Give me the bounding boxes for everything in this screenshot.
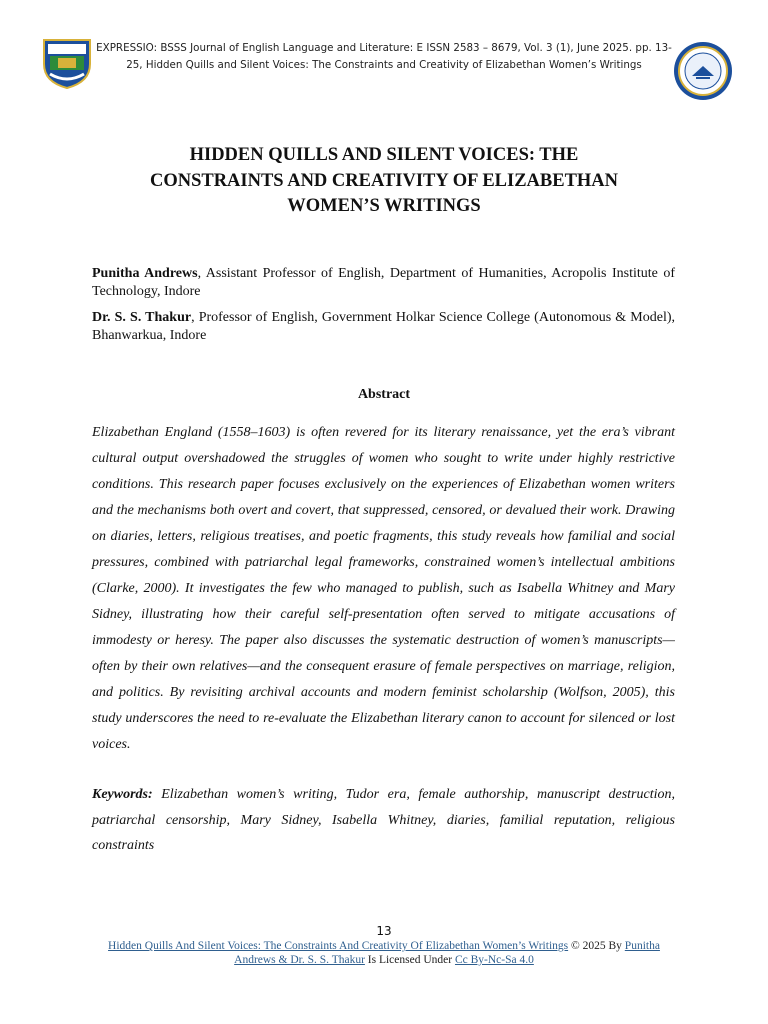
journal-citation-line2: 25, Hidden Quills and Silent Voices: The Constraints and Creativity of Elizabethan Women’s Writings [126, 59, 642, 71]
paper-title-line1: HIDDEN QUILLS AND SILENT VOICES: THE [189, 145, 579, 165]
abstract-heading: Abstract [357, 387, 411, 402]
footer-copyright: © 2025 By [568, 940, 625, 952]
journal-seal-logo [672, 40, 734, 102]
page-number: 13 [376, 924, 392, 938]
author-2-affiliation: , Professor of English, Government Holkar Science College (Autonomous & Model), Bhanwarkua, Indore [92, 310, 675, 343]
author-2 [92, 309, 675, 345]
keywords-label: Keywords: [92, 787, 153, 802]
keywords [92, 782, 675, 859]
author-1-name: Punitha Andrews [92, 266, 198, 281]
abstract-text: Elizabethan England (1558–1603) is often revered for its literary renaissance, yet the era’s vibrant cultural output overshadowed the struggles of women who sought to write under highly restrictive conditions. This research paper focuses exclusively on the experiences of Elizabethan women writers and the mechanisms both overt and covert, that suppressed, censored, or devalued their work. Drawing on diaries, letters, religious treatises, and poetic fragments, this study reveals how familial and social pressures, combined with patriarchal legal frameworks, constrained women’s intellectual ambitions (Clarke, 2000). It investigates the few who managed to publish, such as Isabella Whitney and Mary Sidney, illustrating how their careful self-presentation often served to mitigate accusations of immodesty or heresy. The paper also discusses the systematic destruction of women’s manuscripts—often by their own relatives—and the consequent erasure of female perspectives on marriage, religion, and politics. By revisiting archival accounts and modern feminist scholarship (Wolfson, 2005), this study underscores the need to re-evaluate the Elizabethan literary canon to account for silenced or lost voices. [92, 425, 675, 752]
footer-license-link[interactable]: Cc By-Nc-Sa 4.0 [454, 954, 534, 966]
journal-citation-line1: EXPRESSIO: BSSS Journal of English Language and Literature: E ISSN 2583 – 8679, Vol. 3 (1), June 2025. pp. 13- [96, 42, 672, 54]
paper-title-line2: CONSTRAINTS AND CREATIVITY OF ELIZABETHAN [149, 170, 619, 191]
paper-title [90, 143, 678, 220]
author-1-affiliation: , Assistant Professor of English, Department of Humanities, Acropolis Institute of Technology, Indore [92, 266, 676, 299]
author-2-name: Dr. S. S. Thakur [92, 310, 192, 325]
author-1 [92, 265, 675, 301]
footer-licensed: Is Licensed Under [364, 954, 455, 966]
journal-citation [96, 40, 672, 74]
footer-title-link[interactable]: Hidden Quills And Silent Voices: The Constraints And Creativity Of Elizabethan Women’s Writings [108, 940, 569, 952]
license-footer [100, 939, 668, 967]
paper-title-line3: WOMEN’S WRITINGS [287, 196, 481, 216]
journal-header [38, 34, 734, 94]
college-crest-logo [38, 34, 96, 90]
keywords-text: Elizabethan women’s writing, Tudor era, female authorship, manuscript destruction, patriarchal censorship, Mary Sidney, Isabella Whitney, diaries, familial reputation, religious constraints [92, 787, 675, 853]
footer-author-link[interactable]: Punitha Andrews & Dr. S. S. Thakur [234, 940, 660, 966]
